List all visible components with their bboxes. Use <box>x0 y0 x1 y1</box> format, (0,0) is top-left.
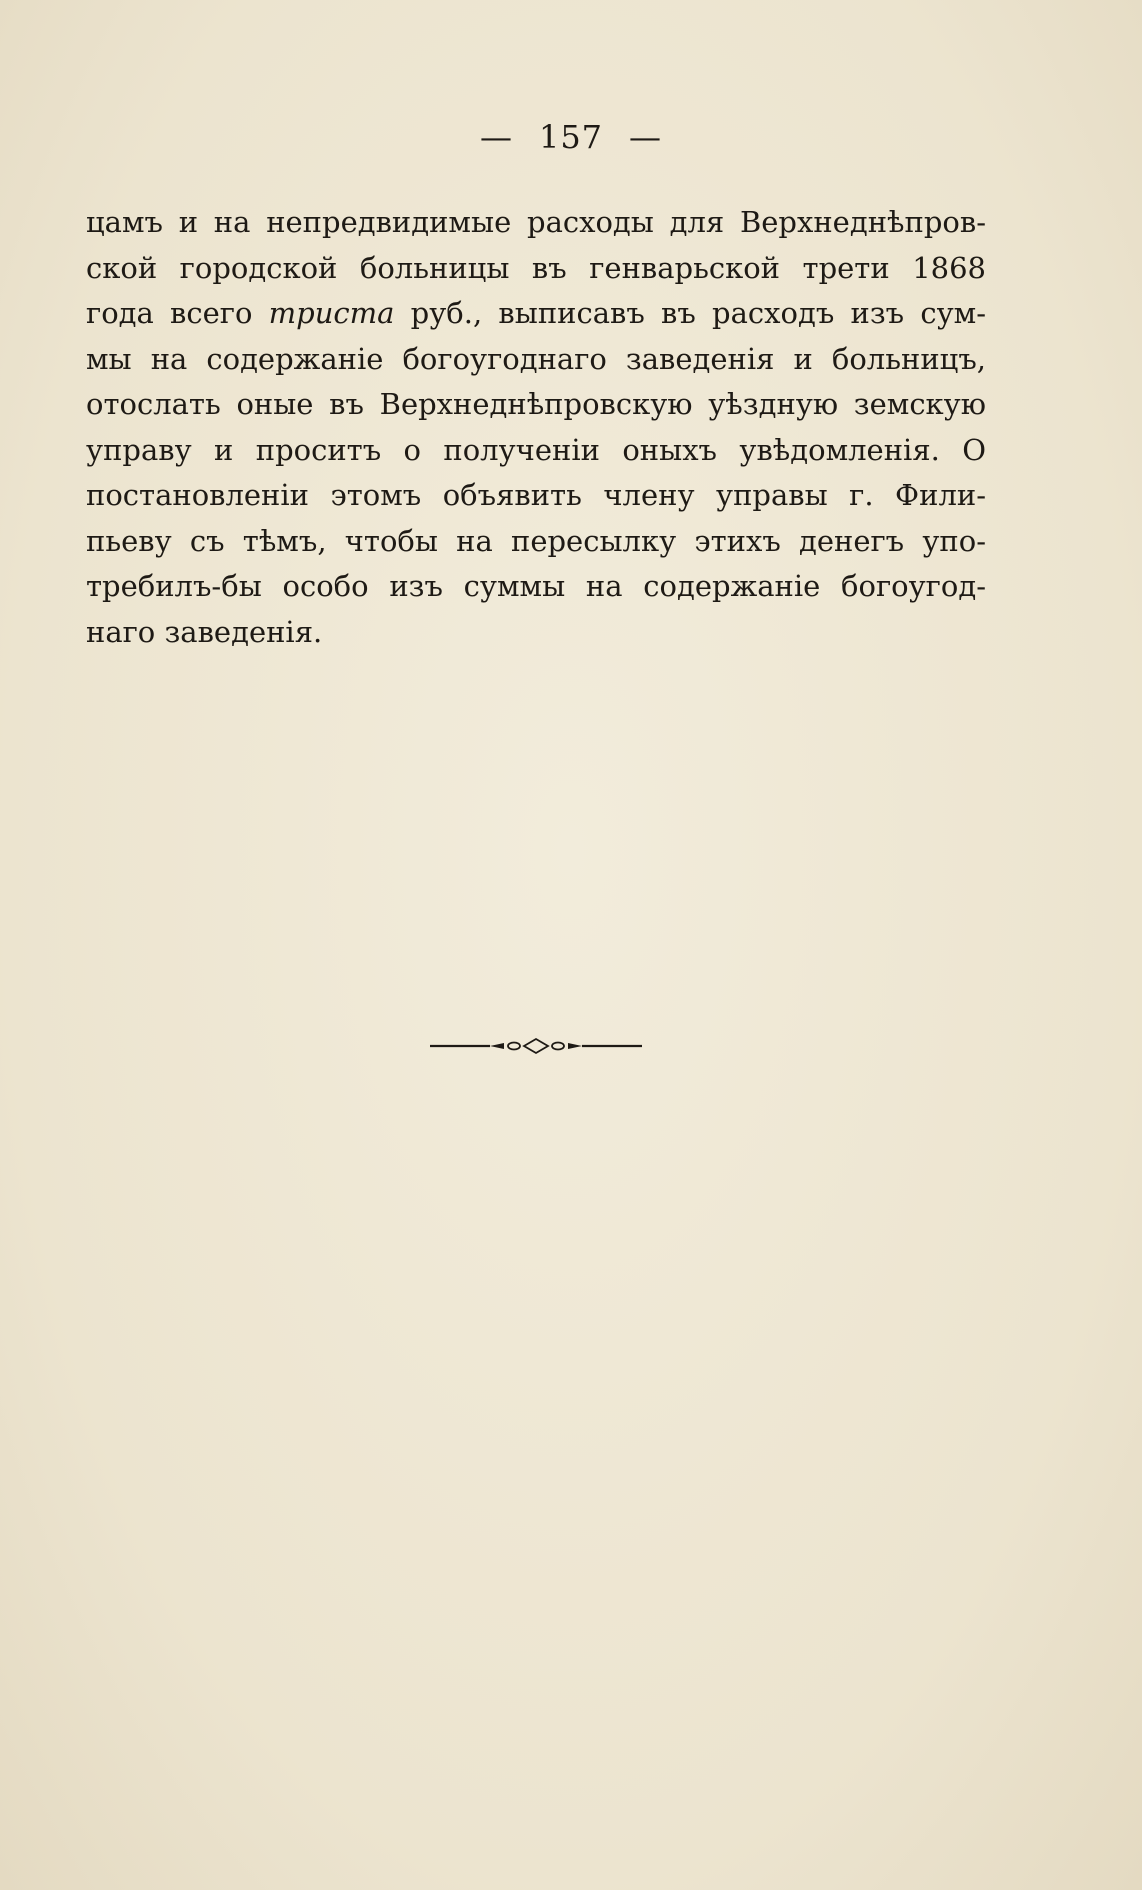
text-line: отослать оные въ Верхнеднѣпровскую уѣздную земскую <box>86 387 986 421</box>
text-segment: года всего <box>86 296 269 330</box>
text-line <box>86 291 986 337</box>
dash-right: — <box>629 118 663 156</box>
text-line: пьеву съ тѣмъ, чтобы на пересылку этихъ денегъ упо- <box>86 523 986 558</box>
text-segment: руб., выписавъ въ расходъ изъ сум- <box>394 296 986 330</box>
body-paragraph <box>86 200 986 655</box>
text-line: постановленіи этомъ объявить члену управы г. Фили- <box>86 478 986 512</box>
page-number: 157 <box>538 118 604 156</box>
italic-amount: триста <box>268 296 395 330</box>
text-line: ской городской больницы въ генварьской трети 1868 <box>86 250 986 285</box>
text-line: мы на содержаніе богоугоднаго заведенія и больницъ, <box>86 341 986 376</box>
page-number-header <box>0 118 1142 156</box>
text-line: требилъ-бы особо изъ суммы на содержаніе богоугод- <box>86 569 986 603</box>
decorative-divider-icon <box>430 1034 642 1058</box>
text-line: управу и проситъ о полученіи оныхъ увѣдомленія. О <box>86 432 986 467</box>
text-line: наго заведенія. <box>86 614 323 649</box>
dash-left: — <box>479 118 513 156</box>
text-line: цамъ и на непредвидимые расходы для Верхнеднѣпров- <box>86 205 986 239</box>
